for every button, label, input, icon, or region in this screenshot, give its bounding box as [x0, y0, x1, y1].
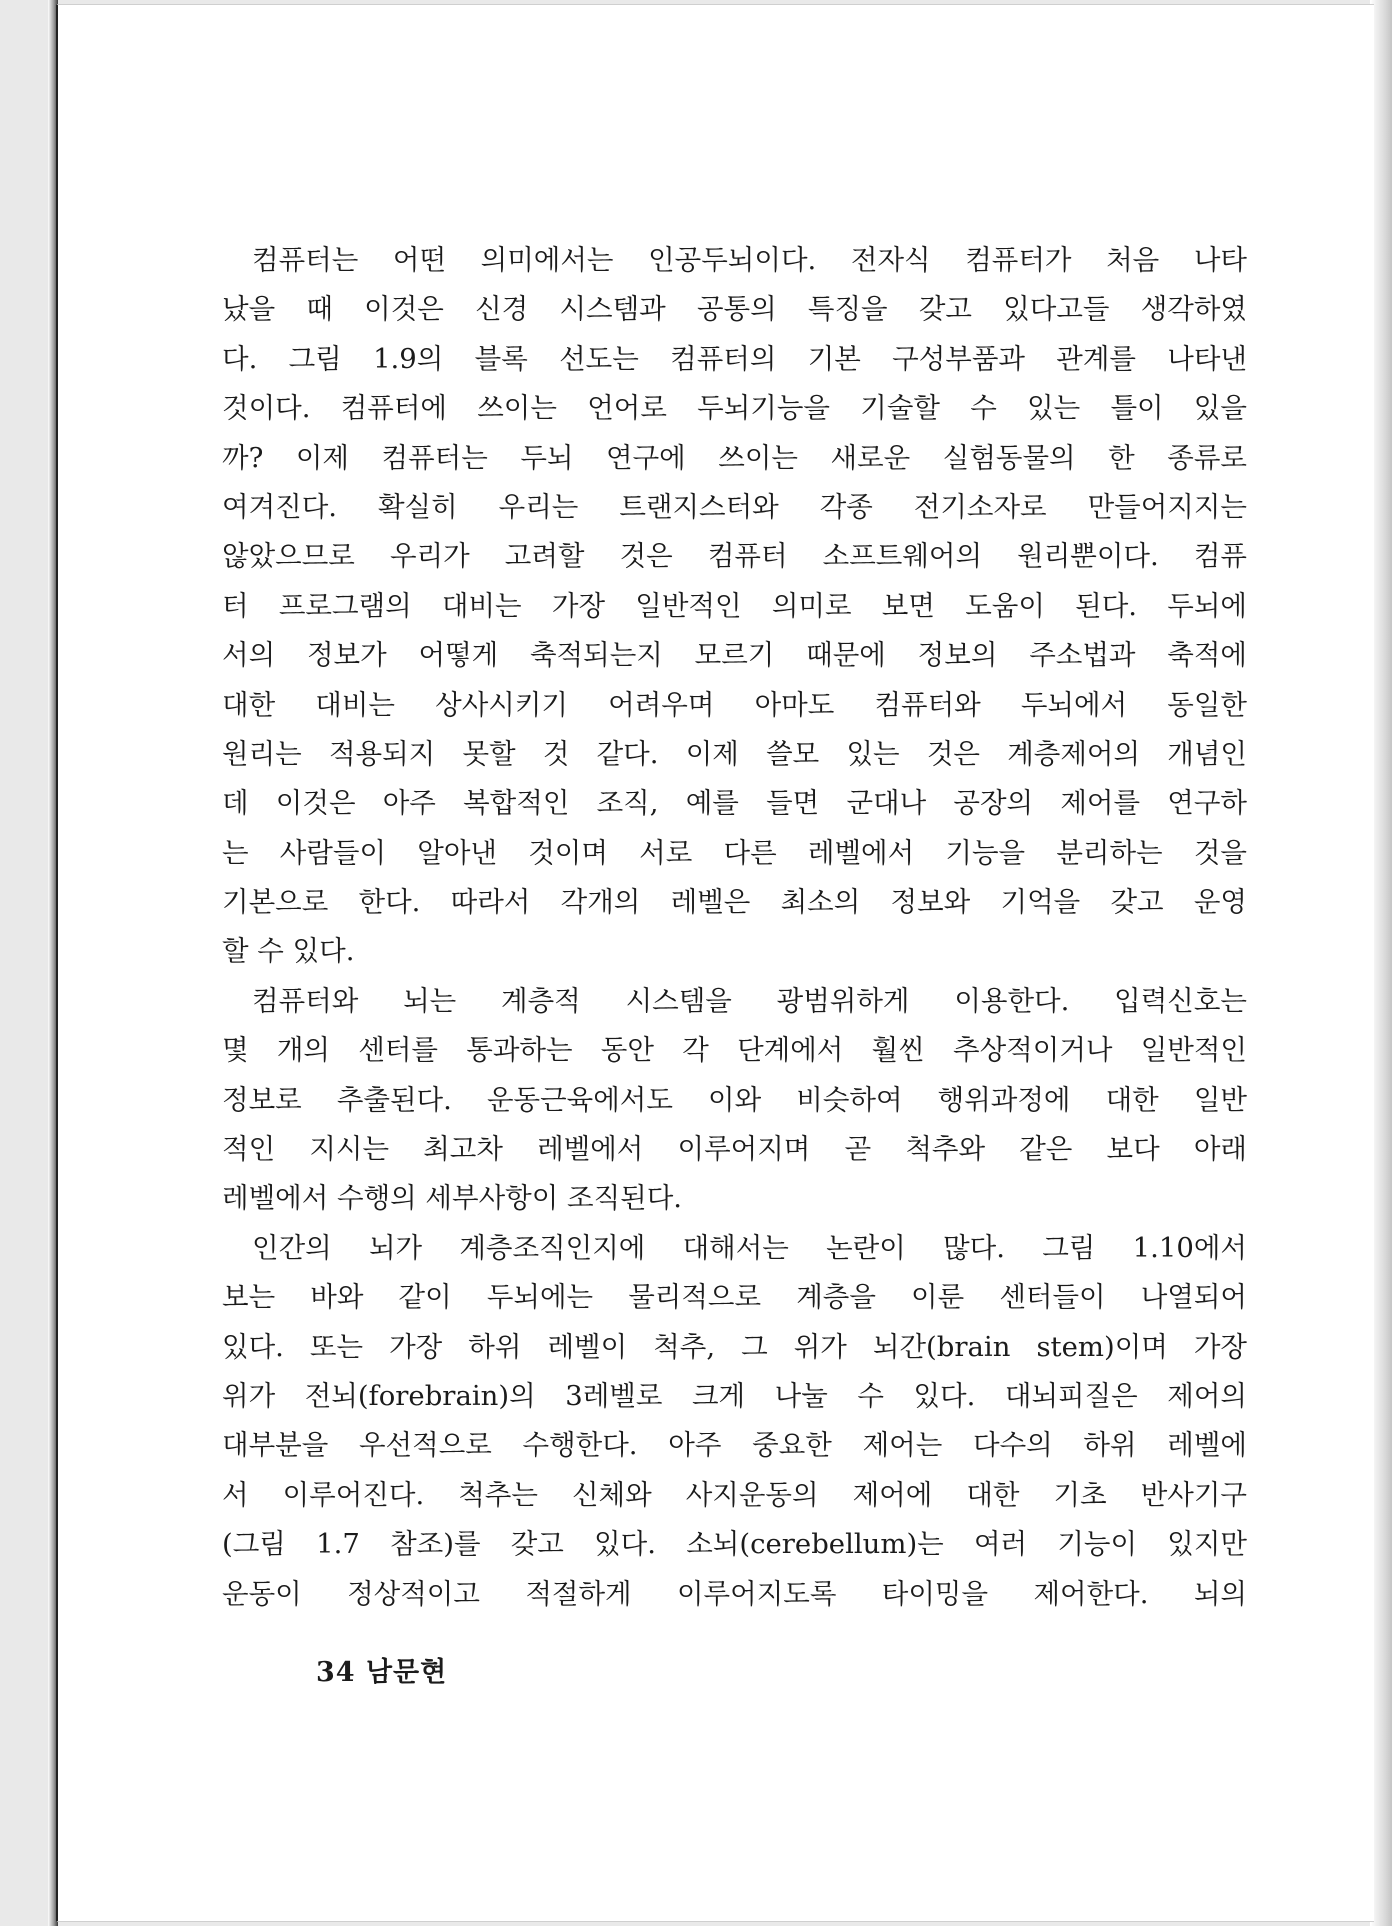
text-line: 대한 대비는 상사시키기 어려우며 아마도 컴퓨터와 두뇌에서 동일한	[222, 688, 1247, 721]
text-line: 터 프로그램의 대비는 가장 일반적인 의미로 보면 도움이 된다. 두뇌에	[222, 589, 1247, 622]
text-line: 났을 때 이것은 신경 시스템과 공통의 특징을 갖고 있다고들 생각하였	[222, 293, 1247, 326]
text-line: 여겨진다. 확실히 우리는 트랜지스터와 각종 전기소자로 만들어지지는	[222, 490, 1247, 523]
page-footer: 34 남문현	[316, 1657, 448, 1688]
text-line: 않았으므로 우리가 고려할 것은 컴퓨터 소프트웨어의 원리뿐이다. 컴퓨	[222, 540, 1247, 573]
text-line: 기본으로 한다. 따라서 각개의 레벨은 최소의 정보와 기억을 갖고 운영	[222, 886, 1247, 919]
text-line: 컴퓨터와 뇌는 계층적 시스템을 광범위하게 이용한다. 입력신호는	[252, 984, 1247, 1017]
paragraph	[222, 1224, 1247, 1619]
paragraph	[222, 236, 1247, 977]
text-line: 는 사람들이 알아낸 것이며 서로 다른 레벨에서 기능을 분리하는 것을	[222, 836, 1247, 869]
text-line: 데 이것은 아주 복합적인 조직, 예를 들면 군대나 공장의 제어를 연구하	[222, 787, 1247, 820]
text-line: 인간의 뇌가 계층조직인지에 대해서는 논란이 많다. 그림 1.10에서	[252, 1231, 1247, 1264]
paragraph	[222, 977, 1247, 1224]
text-line: 다. 그림 1.9의 블록 선도는 컴퓨터의 기본 구성부품과 관계를 나타낸	[222, 342, 1247, 375]
text-line: 원리는 적용되지 못할 것 같다. 이제 쓸모 있는 것은 계층제어의 개념인	[222, 737, 1247, 770]
body-text	[222, 236, 1247, 1619]
text-line: 서 이루어진다. 척추는 신체와 사지운동의 제어에 대한 기초 반사기구	[222, 1478, 1247, 1511]
text-line: 운동이 정상적이고 적절하게 이루어지도록 타이밍을 제어한다. 뇌의	[222, 1577, 1247, 1610]
text-line: 있다. 또는 가장 하위 레벨이 척추, 그 위가 뇌간(brain stem)이며 가장	[222, 1330, 1247, 1363]
text-line: 것이다. 컴퓨터에 쓰이는 언어로 두뇌기능을 기술할 수 있는 틀이 있을	[222, 392, 1247, 425]
text-line: 할 수 있다.	[222, 935, 355, 968]
text-line: 까? 이제 컴퓨터는 두뇌 연구에 쓰이는 새로운 실험동물의 한 종류로	[222, 441, 1247, 474]
text-line: 레벨에서 수행의 세부사항이 조직된다.	[222, 1182, 683, 1215]
text-line: 몇 개의 센터를 통과하는 동안 각 단계에서 훨씬 추상적이거나 일반적인	[222, 1034, 1247, 1067]
text-line: 서의 정보가 어떻게 축적되는지 모르기 때문에 정보의 주소법과 축적에	[222, 639, 1247, 672]
text-line: 정보로 추출된다. 운동근육에서도 이와 비슷하여 행위과정에 대한 일반	[222, 1083, 1247, 1116]
text-line: 컴퓨터는 어떤 의미에서는 인공두뇌이다. 전자식 컴퓨터가 처음 나타	[252, 244, 1247, 276]
text-line: 적인 지시는 최고차 레벨에서 이루어지며 곧 척추와 같은 보다 아래	[222, 1133, 1247, 1166]
text-line: 보는 바와 같이 두뇌에는 물리적으로 계층을 이룬 센터들이 나열되어	[222, 1281, 1247, 1314]
text-line: 위가 전뇌(forebrain)의 3레벨로 크게 나눌 수 있다. 대뇌피질은 제어의	[222, 1379, 1247, 1412]
text-line: 대부분을 우선적으로 수행한다. 아주 중요한 제어는 다수의 하위 레벨에	[222, 1429, 1247, 1462]
text-line: (그림 1.7 참조)를 갖고 있다. 소뇌(cerebellum)는 여러 기능이 있지만	[222, 1528, 1247, 1561]
